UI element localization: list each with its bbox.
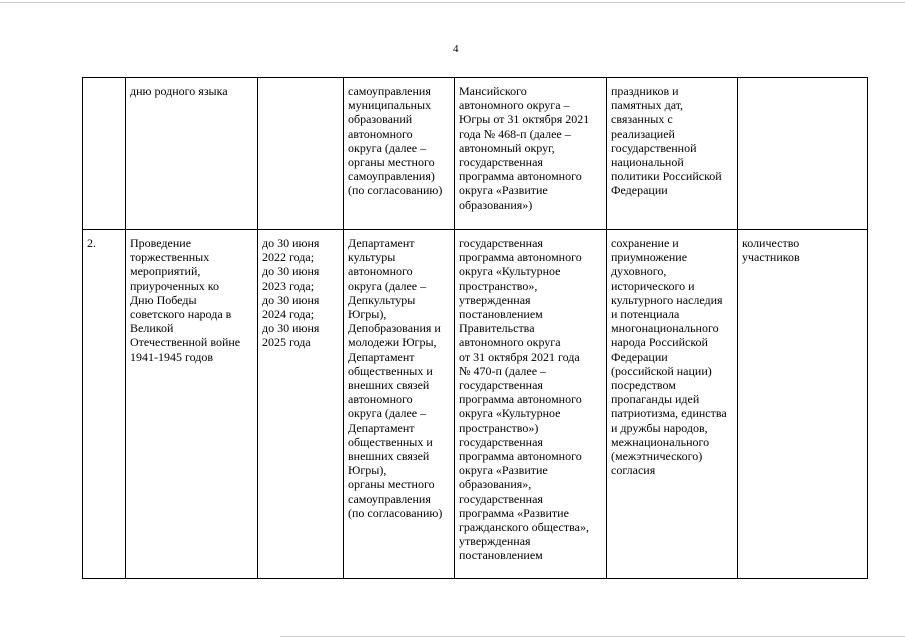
indicator-cell: количество участников — [738, 230, 868, 579]
scan-edge-bottom — [280, 636, 905, 637]
indicator-cell — [738, 78, 868, 230]
deadline-cell — [258, 78, 344, 230]
table-row — [83, 78, 868, 230]
program-cell: Мансийского автономного округа – Югры от 31 октября 2021 года № 468-п (далее – автономный округ, государственная программа автономного округа «Развитие образования») — [455, 78, 607, 230]
goal-cell: праздников и памятных дат, связанных с реализацией государственной национальной политики Российской Федерации — [607, 78, 738, 230]
goal-cell: сохранение и приумножение духовного, исторического и культурного наследия и потенциала многонационального народа Российской Федерации (российской нации) посредством пропаганды идей патриотизма, единства и дружбы народов, межнационального (межэтнического) согласия — [607, 230, 738, 579]
page-number: 4 — [453, 43, 459, 55]
table-row — [83, 230, 868, 579]
measures-table — [82, 77, 868, 579]
executors-cell: самоуправления муниципальных образований автономного округа (далее – органы местного самоуправления) (по согласованию) — [344, 78, 455, 230]
program-cell: государственная программа автономного округа «Культурное пространство», утвержденная постановлением Правительства автономного округа от 31 октября 2021 года № 470-п (далее – государственная программа автономного округа «Культурное пространство») государственная программа автономного округа «Развитие образования», государственная программа «Развитие гражданского общества», утвержденная постановлением — [455, 230, 607, 579]
event-cell: дню родного языка — [126, 78, 258, 230]
row-number-cell: 2. — [83, 230, 126, 579]
deadline-cell: до 30 июня 2022 года; до 30 июня 2023 года; до 30 июня 2024 года; до 30 июня 2025 года — [258, 230, 344, 579]
event-cell: Проведение торжественных мероприятий, приуроченных ко Дню Победы советского народа в Великой Отечественной войне 1941-1945 годов — [126, 230, 258, 579]
executors-cell: Департамент культуры автономного округа (далее – Депкультуры Югры), Депобразования и молодежи Югры, Департамент общественных и внешних связей автономного округа (далее – Департамент общественных и внешних связей Югры), органы местного самоуправления (по согласованию) — [344, 230, 455, 579]
scan-edge-top — [0, 2, 905, 3]
row-number-cell — [83, 78, 126, 230]
